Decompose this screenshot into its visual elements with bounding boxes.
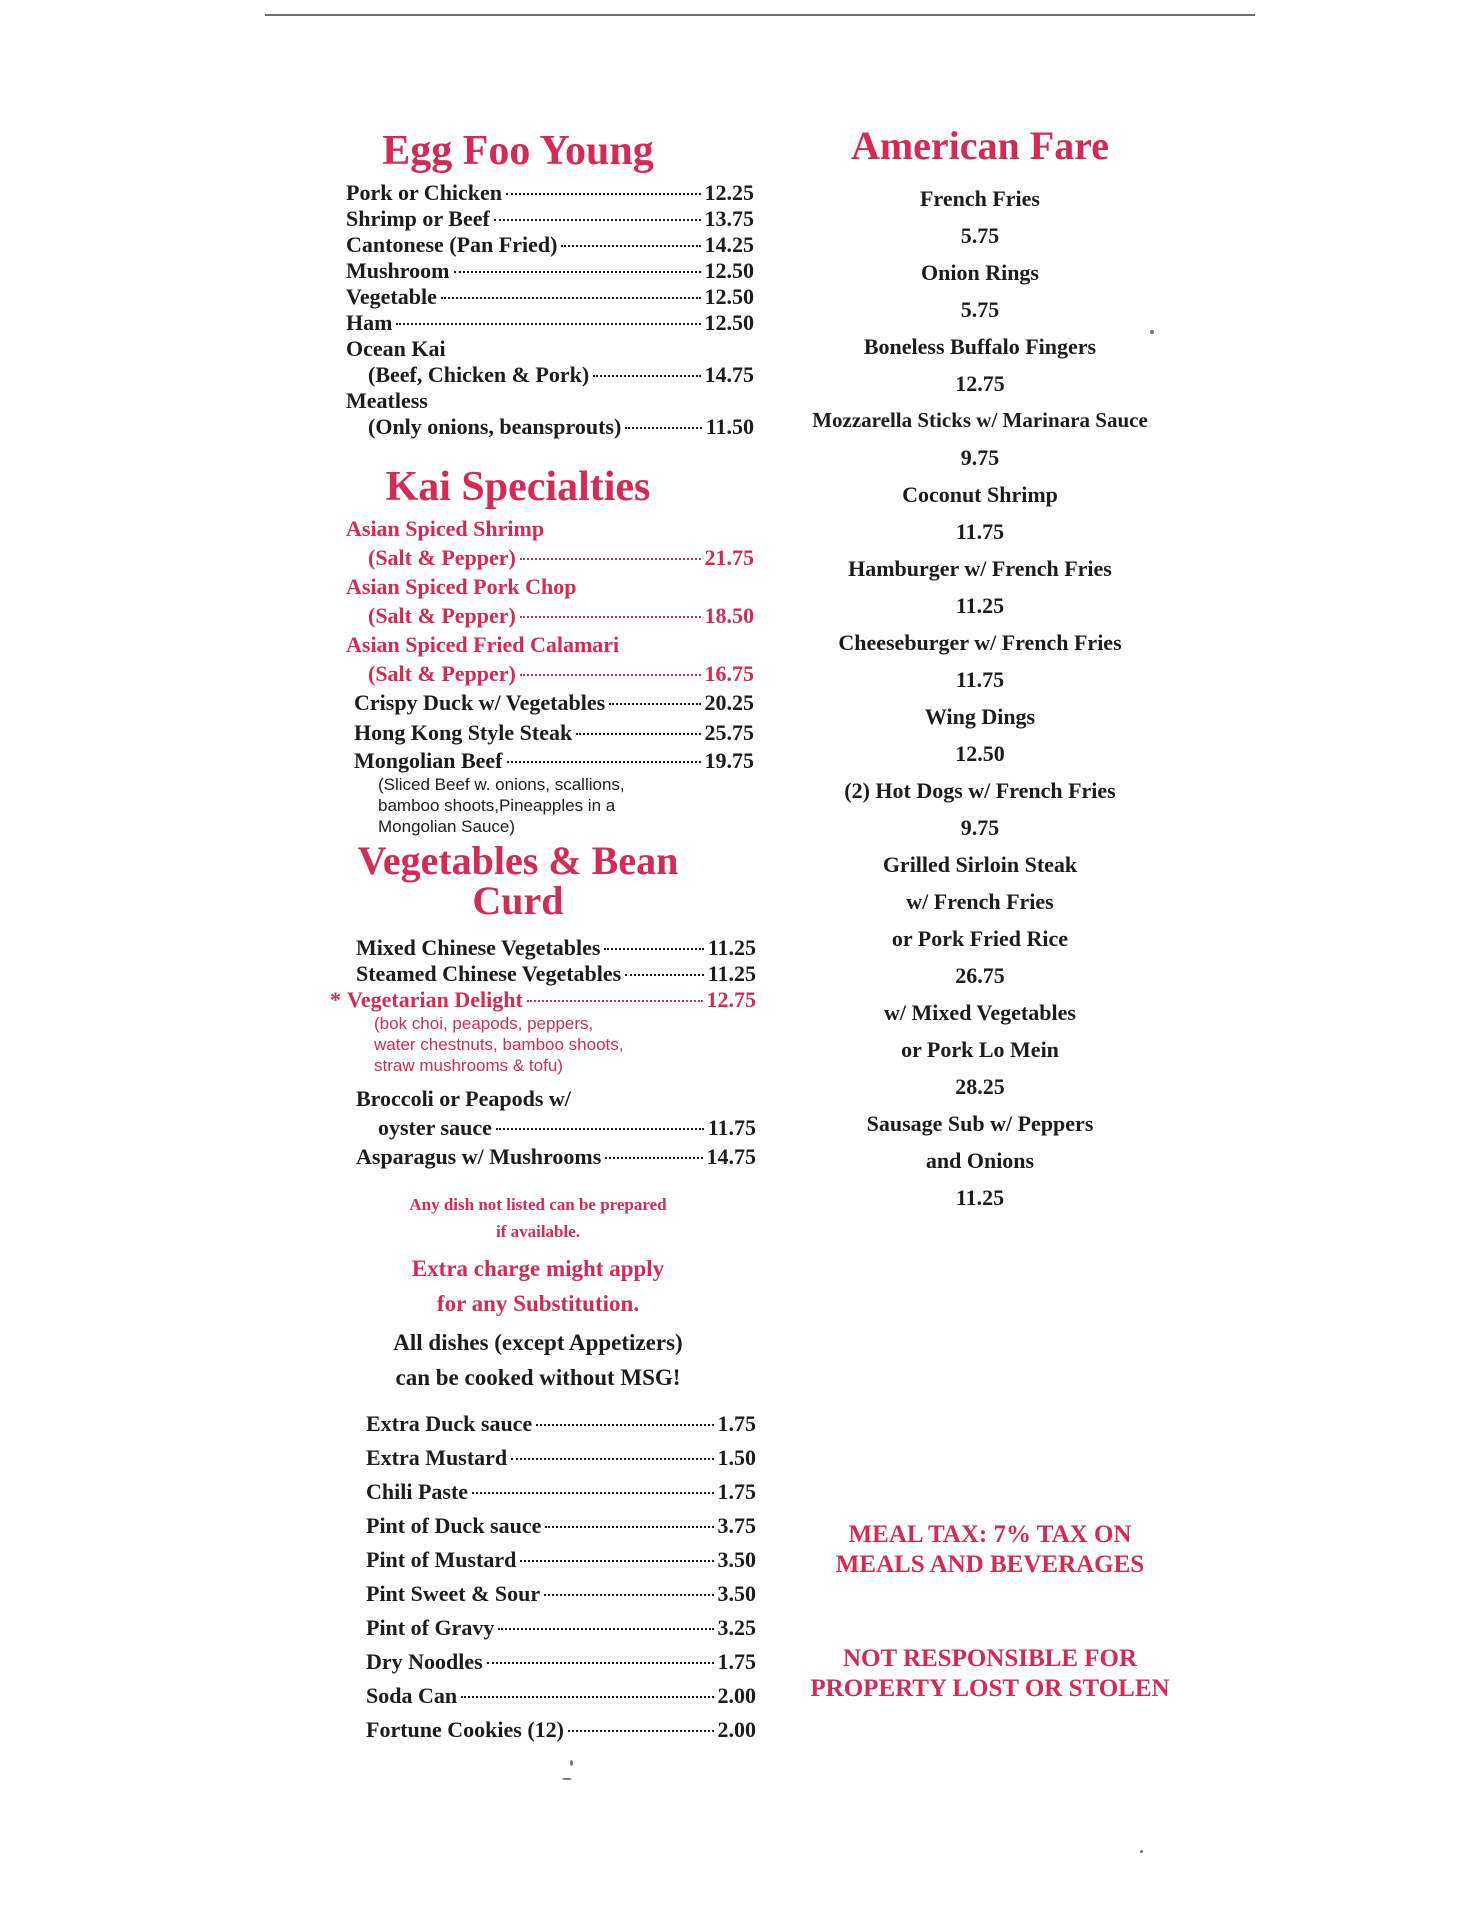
broccoli-name: Broccoli or Peapods w/: [356, 1086, 571, 1111]
menu-item: oyster sauce 11.75: [378, 1115, 756, 1140]
menu-item: Cantonese (Pan Fried) 14.25: [346, 232, 754, 257]
american-fare-line: or Pork Fried Rice: [891, 926, 1069, 951]
menu-item: Pint of Gravy 3.25: [366, 1615, 756, 1640]
american-fare-line: 5.75: [960, 223, 1000, 248]
american-fare-line: Cheeseburger w/ French Fries: [838, 630, 1122, 655]
scan-speck: [570, 1760, 573, 1766]
notes: [328, 1191, 748, 1395]
american-fare-line: and Onions: [925, 1148, 1035, 1173]
asian-spiced-pork-chop: Asian Spiced Pork Chop: [346, 574, 577, 599]
american-fare-line: Boneless Buffalo Fingers: [863, 334, 1097, 359]
american-fare-line: 11.75: [955, 667, 1005, 692]
menu-item: Ham 12.50: [346, 310, 754, 335]
disclaimer-notice: NOT RESPONSIBLE FOR PROPERTY LOST OR STOLEN: [810, 1645, 1170, 1702]
vegetables-list: [330, 935, 756, 1171]
vegetables-heading: Vegetables & Bean Curd: [357, 838, 679, 923]
menu-item: Shrimp or Beef 13.75: [346, 206, 754, 231]
menu-item: Mushroom 12.50: [346, 258, 754, 283]
menu-item: Pork or Chicken 12.25: [346, 180, 754, 205]
menu-item: Mixed Chinese Vegetables 11.25: [356, 935, 756, 960]
meatless-detail: (Only onions, beansprouts) 11.50: [368, 414, 754, 439]
american-fare-list: [770, 180, 1190, 1216]
egg-foo-young-list: [346, 180, 754, 440]
american-fare-line: 28.25: [955, 1074, 1005, 1099]
asian-spiced-fried-calamari: Asian Spiced Fried Calamari: [346, 632, 620, 657]
menu-item: Dry Noodles 1.75: [366, 1649, 756, 1674]
ocean-kai-detail: (Beef, Chicken & Pork) 14.75: [368, 362, 754, 387]
american-fare-line: Coconut Shrimp: [902, 482, 1058, 507]
scan-speck: [1150, 330, 1154, 334]
menu-item: Fortune Cookies (12) 2.00: [366, 1717, 756, 1742]
american-fare-line: Hamburger w/ French Fries: [848, 556, 1112, 581]
mongolian-description: (Sliced Beef w. onions, scallions, bamboo shoots,Pineapples in a Mongolian Sauce): [378, 775, 625, 836]
ocean-kai-name: Ocean Kai: [346, 336, 446, 361]
menu-item: Extra Mustard 1.50: [366, 1445, 756, 1470]
extras-list: [366, 1407, 756, 1747]
menu-item: Pint of Duck sauce 3.75: [366, 1513, 756, 1538]
vegetarian-delight: * Vegetarian Delight 12.75: [330, 987, 756, 1012]
meal-tax-notice: MEAL TAX: 7% TAX ON MEALS AND BEVERAGES: [835, 1521, 1145, 1578]
american-fare-line: w/ French Fries: [906, 889, 1054, 914]
menu-item: Asparagus w/ Mushrooms 14.75: [356, 1144, 756, 1169]
american-fare-line: 5.75: [960, 297, 1000, 322]
vegetarian-delight-description: (bok choi, peapods, peppers, water chestnuts, bamboo shoots, straw mushrooms & tofu): [374, 1014, 624, 1075]
top-rule: [265, 14, 1255, 16]
american-fare-line: 11.25: [955, 1185, 1005, 1210]
american-fare-line: Grilled Sirloin Steak: [882, 852, 1078, 877]
american-fare-line: w/ Mixed Vegetables: [884, 1000, 1076, 1025]
scan-speck: [1140, 1850, 1143, 1853]
extra-charge-note: Extra charge might apply for any Substitution.: [411, 1256, 665, 1316]
menu-item: Pint Sweet & Sour 3.50: [366, 1581, 756, 1606]
american-fare-line: 11.75: [955, 519, 1005, 544]
egg-foo-young-heading: Egg Foo Young: [382, 128, 654, 174]
american-fare-line: 9.75: [960, 445, 1000, 470]
menu-item: Pint of Mustard 3.50: [366, 1547, 756, 1572]
menu-item: (Salt & Pepper) 21.75: [368, 545, 754, 570]
menu-item: Crispy Duck w/ Vegetables 20.25: [354, 690, 754, 715]
menu-item: Steamed Chinese Vegetables 11.25: [356, 961, 756, 986]
american-fare-line: Wing Dings: [924, 704, 1036, 729]
right-column: [770, 123, 1190, 1216]
menu-item: Extra Duck sauce 1.75: [366, 1411, 756, 1436]
menu-item: Chili Paste 1.75: [366, 1479, 756, 1504]
american-fare-line: 12.50: [955, 741, 1005, 766]
american-fare-line: French Fries: [920, 186, 1040, 211]
msg-note: All dishes (except Appetizers) can be cooked without MSG!: [393, 1330, 683, 1390]
scan-speck: [562, 1778, 572, 1780]
american-fare-line: (2) Hot Dogs w/ French Fries: [844, 778, 1116, 803]
not-listed-note: Any dish not listed can be prepared if available.: [409, 1195, 667, 1241]
kai-specialties-heading: Kai Specialties: [385, 464, 651, 510]
meatless-name: Meatless: [346, 388, 428, 413]
american-fare-line: or Pork Lo Mein: [901, 1037, 1059, 1062]
asian-spiced-shrimp: Asian Spiced Shrimp: [346, 516, 545, 541]
menu-item: Mongolian Beef 19.75: [354, 748, 754, 773]
american-fare-line: Onion Rings: [921, 260, 1039, 285]
american-fare-line: 9.75: [960, 815, 1000, 840]
american-fare-heading: American Fare: [850, 123, 1110, 168]
menu-item: Hong Kong Style Steak 25.75: [354, 720, 754, 745]
menu-item: (Salt & Pepper) 18.50: [368, 603, 754, 628]
american-fare-line: Mozzarella Sticks w/ Marinara Sauce: [812, 408, 1148, 432]
menu-item: (Salt & Pepper) 16.75: [368, 661, 754, 686]
menu-item: Vegetable 12.50: [346, 284, 754, 309]
american-fare-line: 11.25: [955, 593, 1005, 618]
menu-item: Soda Can 2.00: [366, 1683, 756, 1708]
american-fare-line: Sausage Sub w/ Peppers: [866, 1111, 1094, 1136]
american-fare-line: 26.75: [955, 963, 1005, 988]
left-column: [330, 128, 756, 1747]
american-fare-line: 12.75: [955, 371, 1005, 396]
kai-specialties-list: [346, 514, 754, 837]
